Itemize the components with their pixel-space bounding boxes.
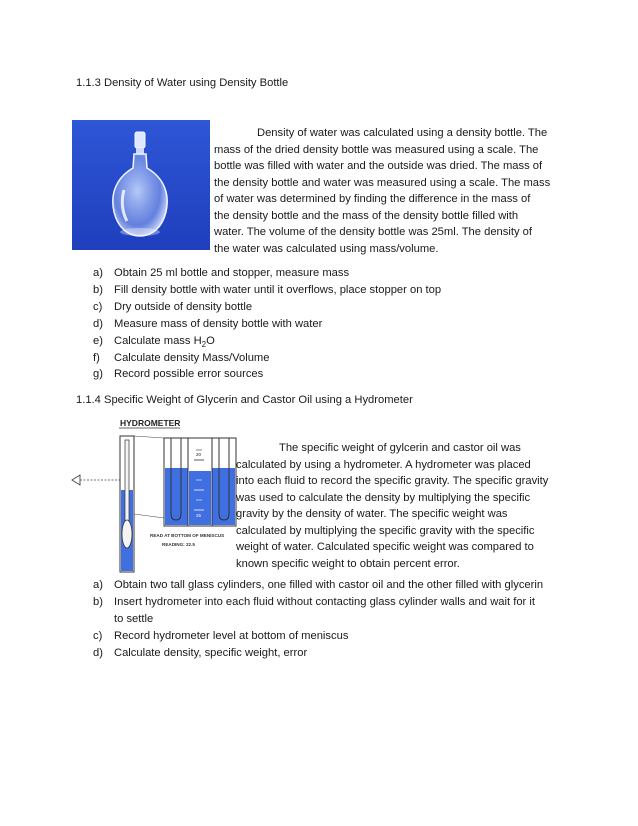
- list-item: [76, 350, 441, 367]
- list-item-text: [114, 335, 215, 347]
- paragraph-line: water. The volume of the density bottle was 25ml. The density of: [214, 226, 532, 238]
- list-item-text-part: Calculate mass H: [114, 334, 202, 347]
- list-item-text: Record possible error sources: [114, 368, 264, 381]
- specific-weight-paragraph: [236, 440, 576, 572]
- list-marker: b): [93, 283, 103, 296]
- paragraph-line: The specific weight of gylcerin and castor oil was: [279, 442, 521, 454]
- paragraph-line: the density bottle and the mass of the density bottle filled with: [214, 209, 519, 222]
- scale-label-top: 20: [196, 452, 202, 457]
- list-marker: c): [93, 629, 103, 642]
- list-marker: g): [93, 368, 103, 381]
- scale-label-bottom: 25: [196, 513, 202, 518]
- paragraph-line: mass of the dried density bottle was measured using a scale. The: [214, 143, 539, 156]
- paragraph-line: Density of water was calculated using a density bottle. The: [257, 127, 548, 139]
- list-item: [76, 628, 543, 645]
- list-item-text-part: O: [206, 334, 215, 347]
- list-item-text: Obtain two tall glass cylinders, one filled with castor oil and the other filled with glycerin: [114, 579, 544, 591]
- meniscus-caption: READ AT BOTTOM OF MENISCUS: [150, 533, 225, 538]
- list-marker: a): [93, 579, 103, 591]
- hydrometer-diagram: [68, 414, 238, 574]
- list-item-text: Dry outside of density bottle: [114, 300, 253, 313]
- density-bottle-icon: [72, 120, 210, 250]
- reading-caption: READING: 22.5: [162, 542, 195, 547]
- list-item: [76, 316, 441, 333]
- list-item: [76, 282, 441, 299]
- list-item: [76, 265, 441, 282]
- list-item-text-continuation: to settle: [114, 612, 154, 625]
- hydrometer-title: HYDROMETER: [120, 418, 181, 428]
- paragraph-line: into each fluid to record the specific gravity. The specific gravity: [236, 475, 549, 487]
- paragraph-line: calculated by using a hydrometer. A hydrometer was placed: [236, 458, 531, 471]
- section-heading-density-water: 1.1.3 Density of Water using Density Bottle: [76, 77, 289, 89]
- list-marker: d): [93, 317, 103, 330]
- paragraph-line: of water was determined by finding the difference in the mass of: [214, 193, 531, 205]
- section-heading-specific-weight: 1.1.4 Specific Weight of Glycerin and Castor Oil using a Hydrometer: [76, 394, 413, 406]
- list-item-text: Obtain 25 ml bottle and stopper, measure mass: [114, 267, 350, 279]
- list-marker: a): [93, 267, 103, 279]
- list-item: [76, 366, 441, 383]
- list-marker: c): [93, 300, 103, 313]
- specific-weight-steps-list: [76, 577, 543, 662]
- list-item-text: Record hydrometer level at bottom of meniscus: [114, 629, 349, 642]
- list-item: [76, 299, 441, 316]
- paragraph-line: weight of water. Calculated specific weight was compared to: [236, 541, 534, 553]
- list-item: [76, 333, 441, 350]
- list-item: [76, 577, 543, 594]
- paragraph-line: gravity by the density of water. The specific weight was: [236, 508, 508, 520]
- list-marker: d): [93, 646, 103, 659]
- paragraph-line: the water was calculated using mass/volume.: [214, 242, 439, 255]
- list-item-text: Calculate density, specific weight, error: [114, 646, 308, 659]
- list-marker: e): [93, 334, 103, 347]
- paragraph-line: was used to calculate the density by multiplying the specific: [236, 491, 531, 504]
- paragraph-line: known specific weight to obtain percent error.: [236, 557, 460, 570]
- paragraph-line: calculated by multiplying the specific gravity with the specific: [236, 524, 535, 537]
- list-marker: f): [93, 351, 100, 364]
- list-item-text: Calculate density Mass/Volume: [114, 351, 270, 364]
- density-water-paragraph: [214, 125, 574, 257]
- list-item-text: Insert hydrometer into each fluid without contacting glass cylinder walls and wait for it: [114, 595, 535, 608]
- density-bottle-photo: [72, 120, 210, 250]
- list-marker: b): [93, 595, 103, 608]
- density-water-steps-list: [76, 265, 441, 383]
- list-item-text: Measure mass of density bottle with water: [114, 317, 323, 330]
- list-item: [76, 645, 543, 662]
- list-item-text: Fill density bottle with water until it overflows, place stopper on top: [114, 283, 442, 296]
- paragraph-line: the density bottle and water was measured using a scale. The mass: [214, 176, 551, 189]
- subscript-digit: 2: [201, 339, 207, 349]
- paragraph-line: bottle was filled with water and the outside was dried. The mass of: [214, 160, 543, 172]
- list-item: [76, 594, 543, 628]
- hydrometer-icon: [68, 414, 238, 574]
